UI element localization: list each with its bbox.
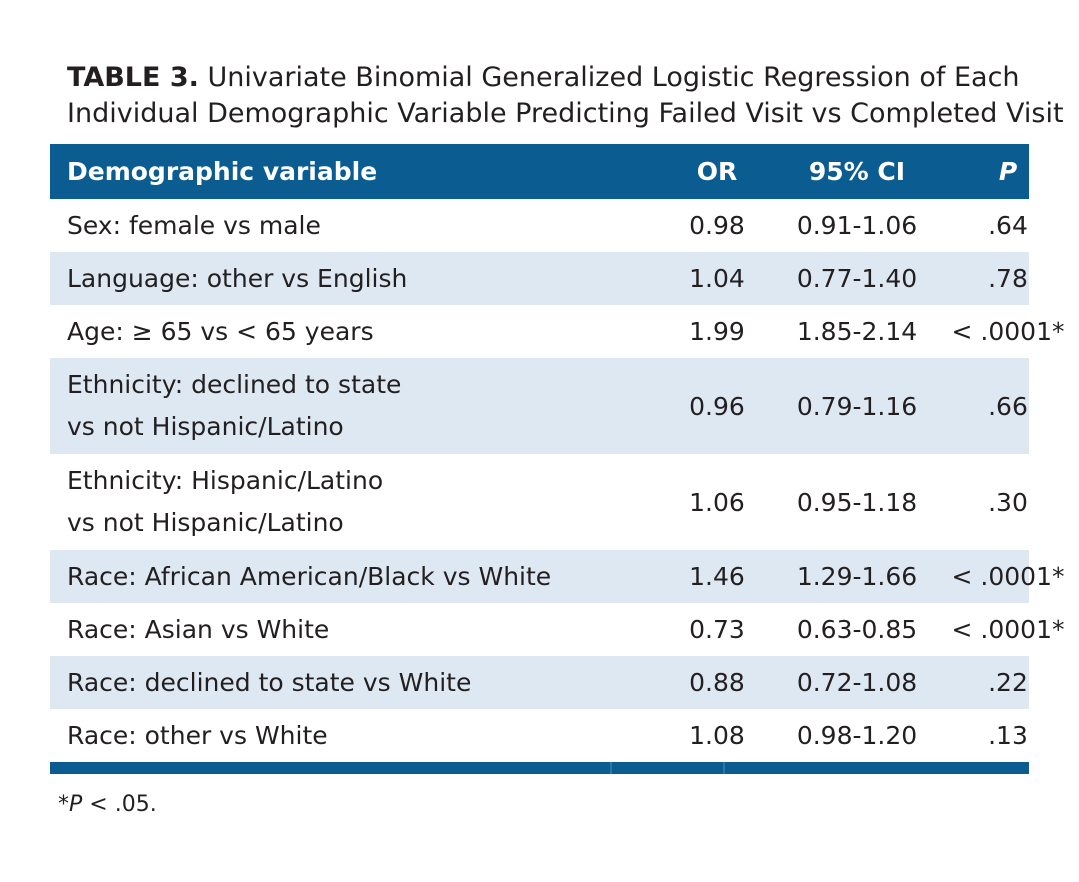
footnote-star: * bbox=[58, 792, 69, 817]
cell-ci: 1.29-1.66 bbox=[796, 562, 918, 591]
cell-p: < .0001* bbox=[951, 562, 1065, 591]
footnote-p: P bbox=[69, 792, 83, 817]
header-or: OR bbox=[696, 157, 738, 186]
table-footnote bbox=[58, 792, 157, 817]
cell-p: .13 bbox=[988, 721, 1028, 750]
cell-demographic-variable bbox=[67, 656, 627, 709]
cell-or: 0.88 bbox=[689, 668, 745, 697]
caption-title-part-1: Univariate Binomial Generalized Logistic Regression of Each bbox=[198, 62, 1020, 93]
table-row bbox=[50, 358, 1029, 454]
cell-ci: 0.77-1.40 bbox=[796, 264, 918, 293]
cell-ci: 1.85-2.14 bbox=[796, 317, 918, 346]
cell-demographic-variable bbox=[67, 709, 627, 762]
header-demographic-variable: Demographic variable bbox=[67, 156, 378, 186]
variable-line: Sex: female vs male bbox=[67, 210, 321, 240]
cell-demographic-variable bbox=[67, 252, 627, 305]
cell-demographic-variable bbox=[67, 454, 627, 550]
table-header-row bbox=[50, 144, 1029, 199]
variable-line: vs not Hispanic/Latino bbox=[67, 412, 344, 441]
cell-p: < .0001* bbox=[951, 615, 1065, 644]
cell-or: 1.08 bbox=[689, 721, 745, 750]
cell-or: 1.06 bbox=[689, 487, 745, 517]
cell-p: .30 bbox=[988, 487, 1028, 517]
table-row bbox=[50, 709, 1029, 762]
cell-p: .22 bbox=[988, 668, 1028, 697]
table-row bbox=[50, 454, 1029, 550]
table-row bbox=[50, 603, 1065, 656]
variable-line: Race: other vs White bbox=[67, 720, 328, 750]
cell-or: 0.73 bbox=[689, 615, 745, 644]
variable-line: vs not Hispanic/Latino bbox=[67, 508, 344, 537]
cell-p: .78 bbox=[988, 264, 1028, 293]
cell-ci: 0.63-0.85 bbox=[796, 615, 918, 644]
cell-ci: 0.79-1.16 bbox=[796, 391, 918, 421]
table-row bbox=[50, 252, 1029, 305]
bottom-rule-divider-1 bbox=[610, 762, 612, 774]
cell-ci: 0.98-1.20 bbox=[796, 721, 918, 750]
cell-or: 1.99 bbox=[689, 317, 745, 346]
cell-or: 1.46 bbox=[689, 562, 745, 591]
table-row bbox=[50, 199, 1029, 252]
table-row bbox=[50, 305, 1065, 358]
variable-line: Ethnicity: declined to state bbox=[67, 370, 402, 399]
cell-ci: 0.72-1.08 bbox=[796, 668, 918, 697]
caption-line-2: Individual Demographic Variable Predicting Failed Visit vs Completed Visit bbox=[67, 98, 1064, 129]
variable-line: Ethnicity: Hispanic/Latino bbox=[67, 466, 384, 495]
cell-demographic-variable bbox=[67, 550, 627, 603]
cell-or: 0.96 bbox=[689, 391, 745, 421]
table-row bbox=[50, 550, 1065, 603]
table-body bbox=[50, 199, 1065, 762]
cell-p: .66 bbox=[988, 391, 1028, 421]
regression-table bbox=[50, 144, 1065, 774]
table-bottom-rule bbox=[50, 762, 1029, 774]
cell-demographic-variable bbox=[67, 603, 627, 656]
caption-line-1 bbox=[67, 60, 1057, 96]
cell-p: .64 bbox=[988, 211, 1028, 240]
cell-or: 1.04 bbox=[689, 264, 745, 293]
bottom-rule-divider-2 bbox=[723, 762, 725, 774]
cell-demographic-variable bbox=[67, 199, 627, 252]
header-p: P bbox=[998, 157, 1018, 186]
variable-line: Race: declined to state vs White bbox=[67, 667, 472, 697]
footnote-text: < .05. bbox=[82, 792, 157, 817]
cell-ci: 0.91-1.06 bbox=[796, 211, 918, 240]
caption-label: TABLE 3. bbox=[67, 62, 199, 93]
cell-p: < .0001* bbox=[951, 317, 1065, 346]
cell-ci: 0.95-1.18 bbox=[796, 487, 918, 517]
cell-demographic-variable bbox=[67, 305, 627, 358]
cell-or: 0.98 bbox=[689, 211, 745, 240]
cell-demographic-variable bbox=[67, 358, 627, 454]
table-row bbox=[50, 656, 1029, 709]
variable-line: Language: other vs English bbox=[67, 263, 408, 293]
variable-line: Race: Asian vs White bbox=[67, 614, 330, 644]
variable-line: Race: African American/Black vs White bbox=[67, 561, 552, 591]
header-ci: 95% CI bbox=[808, 157, 906, 186]
table-caption bbox=[67, 60, 1064, 132]
variable-line: Age: ≥ 65 vs < 65 years bbox=[67, 316, 374, 346]
